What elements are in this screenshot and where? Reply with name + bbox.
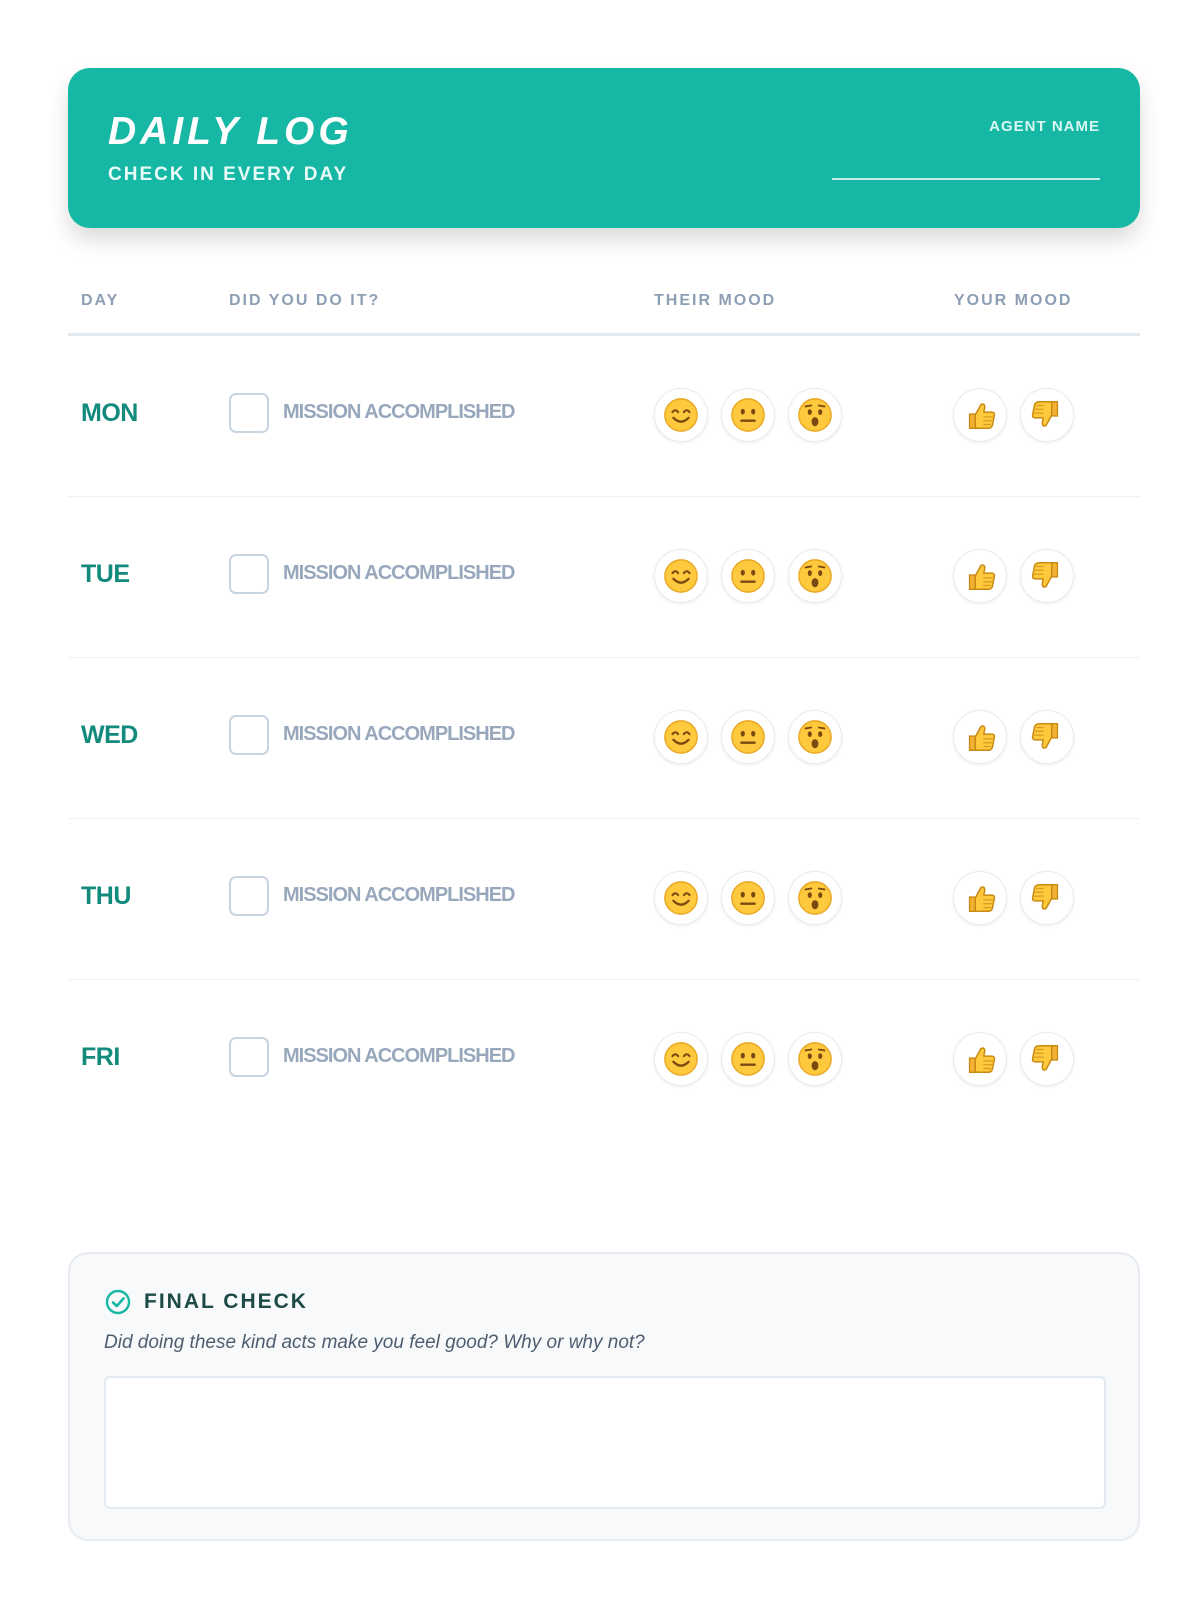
their-mood-neutral-face-button[interactable]	[721, 549, 775, 603]
your-mood-thumbs-up-button[interactable]	[953, 388, 1007, 442]
day-label: THU	[81, 882, 131, 910]
your-mood-thumbs-down-button[interactable]	[1020, 549, 1074, 603]
their-mood-neutral-face-button[interactable]	[721, 1032, 775, 1086]
their-mood-neutral-face-button[interactable]	[721, 388, 775, 442]
thumbs-down-icon	[1028, 396, 1066, 434]
final-check-question: Did doing these kind acts make you feel good? Why or why not?	[104, 1332, 645, 1353]
their-mood-surprised-face-button[interactable]	[788, 388, 842, 442]
column-header-did-you-do-it: DID YOU DO IT?	[229, 292, 381, 309]
day-label: TUE	[81, 560, 130, 588]
thumbs-down-icon	[1028, 557, 1066, 595]
your-mood-thumbs-down-button[interactable]	[1020, 1032, 1074, 1086]
mission-checkbox[interactable]	[229, 715, 269, 755]
mission-checkbox-label[interactable]: MISSION ACCOMPLISHED	[283, 1045, 515, 1067]
page-title: DAILY LOG	[108, 110, 353, 153]
their-mood-neutral-face-button[interactable]	[721, 871, 775, 925]
agent-name-label: AGENT NAME	[989, 118, 1100, 135]
log-row-tue	[68, 497, 1140, 658]
smiling-face-icon	[662, 557, 700, 595]
your-mood-thumbs-down-button[interactable]	[1020, 710, 1074, 764]
thumbs-up-icon	[961, 396, 999, 434]
their-mood-smiling-face-button[interactable]	[654, 549, 708, 603]
check-circle-icon	[104, 1288, 132, 1316]
surprised-face-icon	[796, 1040, 834, 1078]
final-check-answer-field[interactable]	[104, 1376, 1106, 1509]
day-label: MON	[81, 399, 138, 427]
their-mood-surprised-face-button[interactable]	[788, 710, 842, 764]
neutral-face-icon	[729, 718, 767, 756]
column-header-their-mood: THEIR MOOD	[654, 292, 777, 309]
their-mood-neutral-face-button[interactable]	[721, 710, 775, 764]
your-mood-thumbs-down-button[interactable]	[1020, 388, 1074, 442]
mission-checkbox-label[interactable]: MISSION ACCOMPLISHED	[283, 884, 515, 906]
thumbs-up-icon	[961, 718, 999, 756]
mission-checkbox-label[interactable]: MISSION ACCOMPLISHED	[283, 723, 515, 745]
final-check-title: FINAL CHECK	[144, 1290, 308, 1313]
neutral-face-icon	[729, 1040, 767, 1078]
mission-checkbox[interactable]	[229, 554, 269, 594]
their-mood-smiling-face-button[interactable]	[654, 388, 708, 442]
smiling-face-icon	[662, 396, 700, 434]
neutral-face-icon	[729, 879, 767, 917]
final-check-panel	[68, 1252, 1140, 1541]
page-subtitle: CHECK IN EVERY DAY	[108, 164, 349, 185]
mission-checkbox[interactable]	[229, 876, 269, 916]
mission-checkbox[interactable]	[229, 393, 269, 433]
their-mood-surprised-face-button[interactable]	[788, 549, 842, 603]
your-mood-thumbs-up-button[interactable]	[953, 549, 1007, 603]
your-mood-thumbs-up-button[interactable]	[953, 1032, 1007, 1086]
surprised-face-icon	[796, 557, 834, 595]
their-mood-surprised-face-button[interactable]	[788, 1032, 842, 1086]
their-mood-smiling-face-button[interactable]	[654, 871, 708, 925]
their-mood-smiling-face-button[interactable]	[654, 1032, 708, 1086]
column-header-your-mood: YOUR MOOD	[954, 292, 1073, 309]
your-mood-thumbs-up-button[interactable]	[953, 871, 1007, 925]
neutral-face-icon	[729, 396, 767, 434]
neutral-face-icon	[729, 557, 767, 595]
their-mood-smiling-face-button[interactable]	[654, 710, 708, 764]
surprised-face-icon	[796, 879, 834, 917]
surprised-face-icon	[796, 396, 834, 434]
day-label: WED	[81, 721, 138, 749]
your-mood-thumbs-up-button[interactable]	[953, 710, 1007, 764]
thumbs-up-icon	[961, 1040, 999, 1078]
their-mood-surprised-face-button[interactable]	[788, 871, 842, 925]
log-row-mon	[68, 336, 1140, 497]
thumbs-up-icon	[961, 557, 999, 595]
header-card	[68, 68, 1140, 228]
mission-checkbox-label[interactable]: MISSION ACCOMPLISHED	[283, 401, 515, 423]
agent-name-field[interactable]	[832, 178, 1100, 180]
surprised-face-icon	[796, 718, 834, 756]
thumbs-down-icon	[1028, 879, 1066, 917]
thumbs-down-icon	[1028, 718, 1066, 756]
mission-checkbox[interactable]	[229, 1037, 269, 1077]
smiling-face-icon	[662, 718, 700, 756]
log-row-wed	[68, 658, 1140, 819]
mission-checkbox-label[interactable]: MISSION ACCOMPLISHED	[283, 562, 515, 584]
your-mood-thumbs-down-button[interactable]	[1020, 871, 1074, 925]
thumbs-up-icon	[961, 879, 999, 917]
smiling-face-icon	[662, 879, 700, 917]
column-header-day: DAY	[81, 292, 120, 309]
smiling-face-icon	[662, 1040, 700, 1078]
log-row-thu	[68, 819, 1140, 980]
log-row-fri	[68, 980, 1140, 1141]
day-label: FRI	[81, 1043, 120, 1071]
thumbs-down-icon	[1028, 1040, 1066, 1078]
